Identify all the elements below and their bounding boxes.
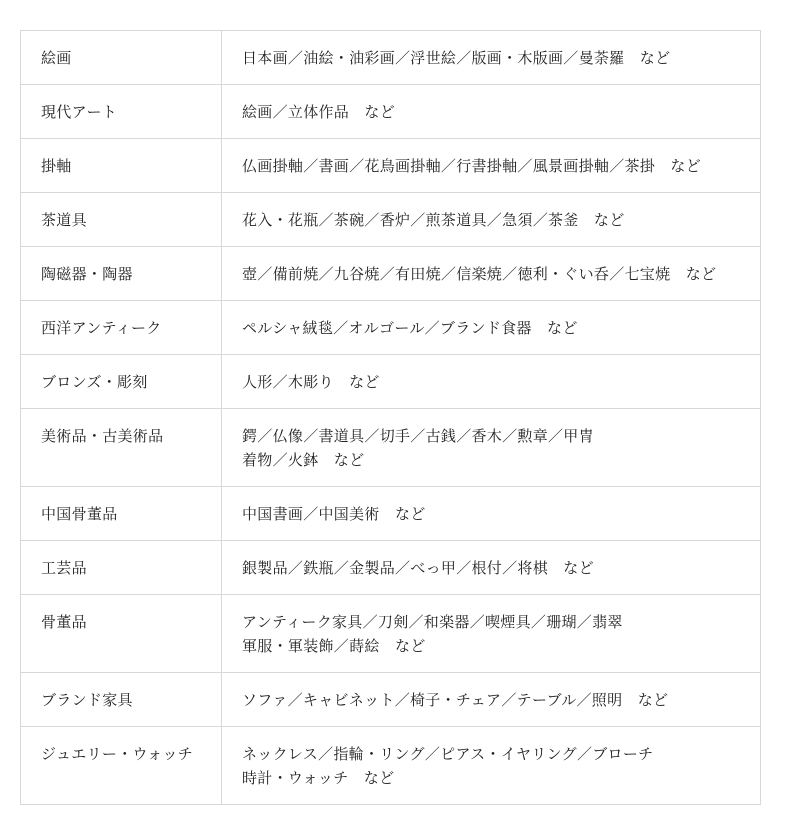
category-items: アンティーク家具／刀剣／和楽器／喫煙具／珊瑚／翡翠 軍服・軍装飾／蒔絵 など (222, 595, 761, 673)
category-items: 壺／備前焼／九谷焼／有田焼／信楽焼／徳利・ぐい呑／七宝焼 など (222, 247, 761, 301)
category-label: 美術品・古美術品 (21, 409, 222, 487)
category-label: 中国骨董品 (21, 487, 222, 541)
table-row (21, 541, 761, 595)
category-label: 陶磁器・陶器 (21, 247, 222, 301)
category-table (20, 30, 761, 805)
category-label: 茶道具 (21, 193, 222, 247)
category-table-body (21, 31, 761, 805)
category-items: 花入・花瓶／茶碗／香炉／煎茶道具／急須／茶釜 など (222, 193, 761, 247)
table-row (21, 85, 761, 139)
category-items: 中国書画／中国美術 など (222, 487, 761, 541)
table-row (21, 727, 761, 805)
category-items: ネックレス／指輪・リング／ピアス・イヤリング／ブローチ 時計・ウォッチ など (222, 727, 761, 805)
category-items: 人形／木彫り など (222, 355, 761, 409)
category-items: ペルシャ絨毯／オルゴール／ブランド食器 など (222, 301, 761, 355)
category-label: 西洋アンティーク (21, 301, 222, 355)
table-row (21, 355, 761, 409)
category-label: 現代アート (21, 85, 222, 139)
table-row (21, 193, 761, 247)
table-row (21, 301, 761, 355)
category-items: 仏画掛軸／書画／花鳥画掛軸／行書掛軸／風景画掛軸／茶掛 など (222, 139, 761, 193)
category-label: ブロンズ・彫刻 (21, 355, 222, 409)
category-label: 骨董品 (21, 595, 222, 673)
table-row (21, 409, 761, 487)
category-items: 鍔／仏像／書道具／切手／古銭／香木／勲章／甲冑 着物／火鉢 など (222, 409, 761, 487)
category-items: 銀製品／鉄瓶／金製品／べっ甲／根付／将棋 など (222, 541, 761, 595)
table-row (21, 139, 761, 193)
category-items: 絵画／立体作品 など (222, 85, 761, 139)
table-row (21, 595, 761, 673)
category-label: 工芸品 (21, 541, 222, 595)
category-label: 掛軸 (21, 139, 222, 193)
category-items: 日本画／油絵・油彩画／浮世絵／版画・木版画／曼荼羅 など (222, 31, 761, 85)
table-row (21, 247, 761, 301)
table-row (21, 31, 761, 85)
table-row (21, 673, 761, 727)
category-items: ソファ／キャビネット／椅子・チェア／テーブル／照明 など (222, 673, 761, 727)
table-row (21, 487, 761, 541)
category-label: 絵画 (21, 31, 222, 85)
category-label: ブランド家具 (21, 673, 222, 727)
category-label: ジュエリー・ウォッチ (21, 727, 222, 805)
